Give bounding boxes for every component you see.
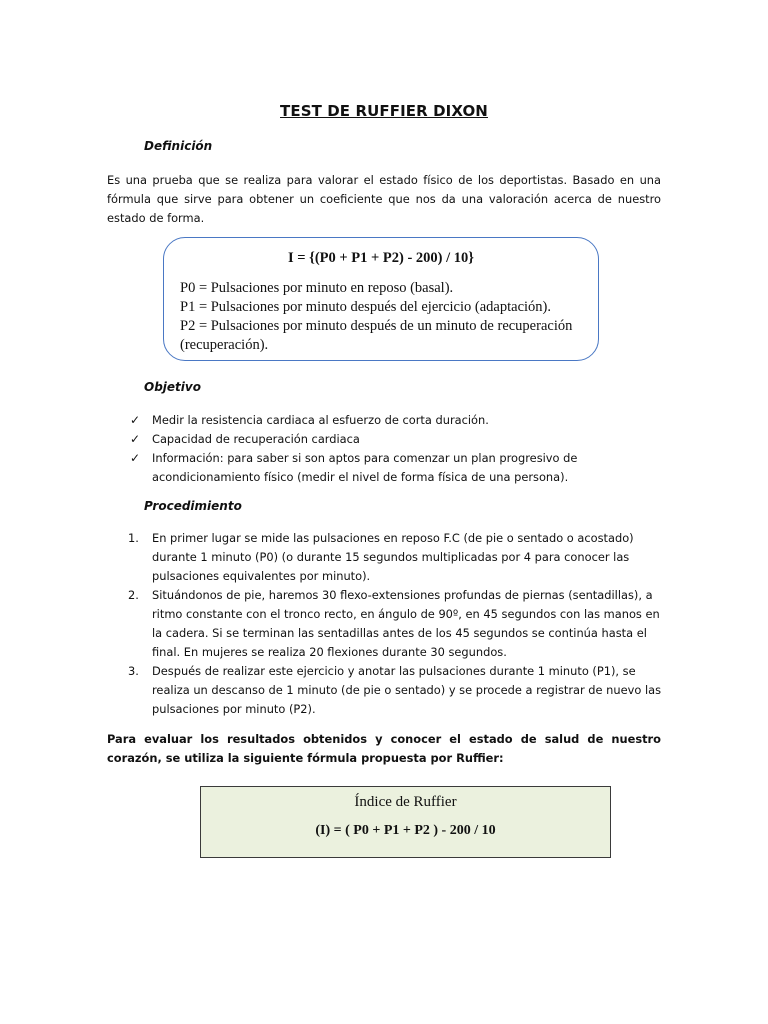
list-item [130, 430, 590, 449]
list-item [128, 662, 668, 719]
objective-item-text: Información: para saber si son aptos para comenzar un plan progresivo de acondicionamiento físico (medir el nivel de forma física de una persona). [152, 451, 578, 484]
item-number: 2. [128, 588, 139, 602]
check-icon: ✓ [130, 451, 141, 465]
objective-heading: Objetivo [144, 380, 201, 394]
formula-definitions [180, 279, 590, 355]
item-number: 1. [128, 531, 139, 545]
definition-line-p1: P1 = Pulsaciones por minuto después del ejercicio (adaptación). [180, 299, 551, 315]
formula-text: I = {(P0 + P1 + P2) - 200) / 10} [287, 250, 475, 266]
definition-line-p2: P2 = Pulsaciones por minuto después de un minuto de recuperación [180, 318, 573, 334]
procedure-item-text: Después de realizar este ejercicio y anotar las pulsaciones durante 1 minuto (P1), se realiza un descanso de 1 minuto (de pie o sentado) y se procede a registrar de nuevo las pulsaciones por minuto (P2). [152, 664, 662, 716]
objective-item-text: Medir la resistencia cardiaca al esfuerzo de corta duración. [152, 413, 489, 427]
procedure-heading: Procedimiento [144, 499, 242, 513]
objective-list [130, 411, 590, 487]
definition-line-p0: P0 = Pulsaciones por minuto en reposo (basal). [180, 280, 454, 296]
procedure-item-text: En primer lugar se mide las pulsaciones en reposo F.C (de pie o sentado o acostado) durante 1 minuto (P0) (o durante 15 segundos multiplicadas por 4 para conocer las pulsaciones equivalentes por minuto). [152, 531, 634, 583]
check-icon: ✓ [130, 413, 141, 427]
list-item [130, 449, 590, 487]
ruffier-index-formula: (I) = ( P0 + P1 + P2 ) - 200 / 10 [315, 823, 496, 838]
definition-line-p2-cont: (recuperación). [180, 337, 269, 353]
check-icon: ✓ [130, 432, 141, 446]
list-item [130, 411, 590, 430]
item-number: 3. [128, 664, 139, 678]
formula-box [163, 237, 599, 361]
evaluation-text: Para evaluar los resultados obtenidos y conocer el estado de salud de nuestro corazón, se utiliza la siguiente fórmula propuesta por Ruffier: [107, 732, 661, 765]
definition-heading: Definición [144, 139, 213, 153]
ruffier-index-title: Índice de Ruffier [354, 794, 457, 810]
objective-item-text: Capacidad de recuperación cardiaca [152, 432, 360, 446]
ruffier-index-box [200, 786, 611, 858]
procedure-list [128, 529, 668, 719]
list-item [128, 529, 668, 586]
page-title: TEST DE RUFFIER DIXON [280, 102, 488, 120]
procedure-item-text: Situándonos de pie, haremos 30 flexo-extensiones profundas de piernas (sentadillas), a ritmo constante con el tronco recto, en ángulo de 90º, en 45 segundos con las manos en la cadera. Si se terminan las sentadillas antes de los 45 segundos se continúa hasta el final. En mujeres se realiza 20 flexiones durante 30 segundos. [152, 588, 660, 659]
list-item [128, 586, 668, 662]
definition-text: Es una prueba que se realiza para valorar el estado físico de los deportistas. Basado en una fórmula que sirve para obtener un coeficiente que nos da una valoración acerca de nuestro estado de forma. [107, 173, 661, 225]
